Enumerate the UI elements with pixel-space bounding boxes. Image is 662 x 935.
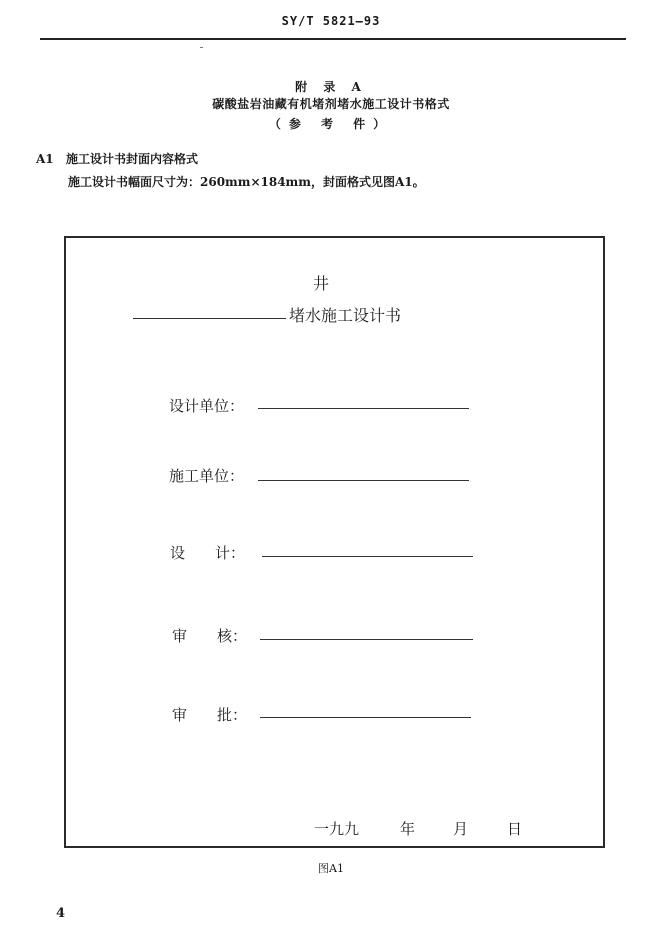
field-blank-design-unit <box>258 408 469 409</box>
scan-speck <box>200 47 203 48</box>
field-blank-reviewer <box>260 639 473 640</box>
date-month: 月 <box>453 820 469 838</box>
cover-frame <box>64 236 605 848</box>
standard-code: SY/T 5821—93 <box>281 14 381 28</box>
page-number: 4 <box>56 906 66 921</box>
well-name-blank <box>133 318 286 319</box>
cover-title: 堵水施工设计书 <box>289 306 402 325</box>
field-blank-designer <box>262 556 473 557</box>
cover-well-char: 井 <box>313 274 330 293</box>
field-label-design-unit: 设计单位： <box>169 397 245 415</box>
appendix-label: 附 录 A <box>295 80 367 94</box>
field-label-reviewer: 审 核： <box>172 627 248 645</box>
figure-caption: 图A1 <box>318 862 344 875</box>
header-rule <box>40 38 626 40</box>
field-label-approver: 审 批： <box>172 706 248 724</box>
section-body: 施工设计书幅面尺寸为：260mm×184mm，封面格式见图A1。 <box>68 175 425 189</box>
field-blank-construction-unit <box>258 480 469 481</box>
date-year: 年 <box>400 820 416 838</box>
field-blank-approver <box>260 717 471 718</box>
date-year-prefix: 一九九 <box>314 820 360 838</box>
appendix-note: （参 考 件） <box>268 117 394 131</box>
field-label-construction-unit: 施工单位： <box>169 467 245 485</box>
section-number: A1 <box>36 152 54 166</box>
section-heading <box>36 150 198 167</box>
field-label-designer: 设 计： <box>170 544 246 562</box>
appendix-title: 碳酸盐岩油藏有机堵剂堵水施工设计书格式 <box>212 97 450 111</box>
section-title: 施工设计书封面内容格式 <box>66 152 199 166</box>
date-day: 日 <box>507 820 523 838</box>
